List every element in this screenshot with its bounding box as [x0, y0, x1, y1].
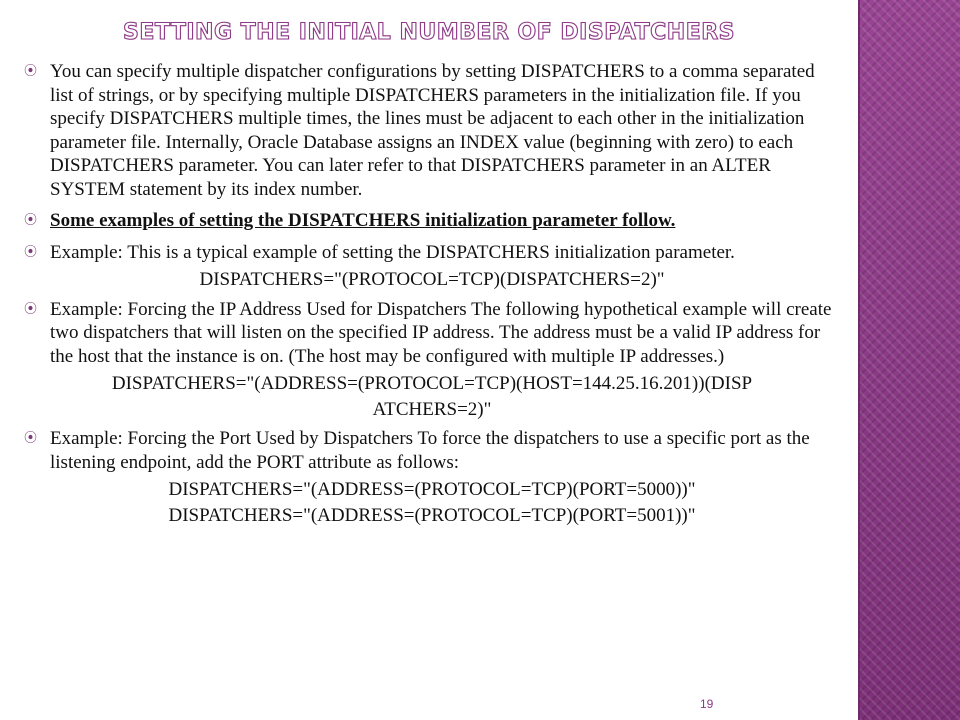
decorative-side-band	[858, 0, 960, 720]
bullet-icon: ⦿	[24, 431, 38, 446]
code-line: DISPATCHERS="(ADDRESS=(PROTOCOL=TCP)(PORT=5001))"	[168, 504, 696, 526]
bullet-text: Example: This is a typical example of setting the DISPATCHERS initialization parameter.	[50, 241, 735, 263]
code-line: DISPATCHERS="(ADDRESS=(PROTOCOL=TCP)(HOST=144.25.16.201))(DISP	[111, 373, 753, 394]
code-line: DISPATCHERS="(ADDRESS=(PROTOCOL=TCP)(PORT=5000))"	[168, 479, 696, 500]
slide-body	[22, 60, 842, 533]
bullet-icon: ⦿	[24, 64, 38, 79]
bullet-item	[22, 298, 842, 369]
bullet-icon: ⦿	[24, 301, 38, 317]
bullet-item	[22, 427, 842, 474]
bullet-text: Example: Forcing the Port Used by Dispatchers To force the dispatchers to use a specific port as the listening endpoint, add the PORT attribute as follows:	[50, 428, 810, 473]
bullet-text: Example: Forcing the IP Address Used for Dispatchers The following hypothetical example will create two dispatchers that will listen on the specified IP address. The address must be a valid IP address for the host that the instance is on. (The host may be configured with multiple IP addresses.)	[50, 298, 832, 367]
bullet-item	[22, 241, 842, 265]
bullet-text: You can specify multiple dispatcher configurations by setting DISPATCHERS to a comma separated list of strings, or by specifying multiple DISPATCHERS parameters in the initialization file. If you specify DISPATCHERS multiple times, the lines must be adjacent to each other in the initialization parameter file. Internally, Oracle Database assigns an INDEX value (beginning with zero) to each DISPATCHERS parameter. You can later refer to that DISPATCHERS parameter in an ALTER SYSTEM statement by its index number.	[50, 61, 815, 200]
bullet-icon: ⦿	[24, 244, 38, 260]
bullet-item	[22, 60, 842, 201]
bullet-text-emphasis: Some examples of setting the DISPATCHERS initialization parameter follow.	[50, 210, 676, 231]
code-line: ATCHERS=2)"	[372, 398, 492, 420]
bullet-icon: ⦿	[24, 213, 38, 228]
bullet-item	[22, 209, 842, 233]
page-number: 19	[700, 697, 714, 711]
slide-title: SETTING THE INITIAL NUMBER OF DISPATCHERS	[122, 20, 736, 45]
code-line: DISPATCHERS="(PROTOCOL=TCP)(DISPATCHERS=2)"	[199, 269, 665, 290]
